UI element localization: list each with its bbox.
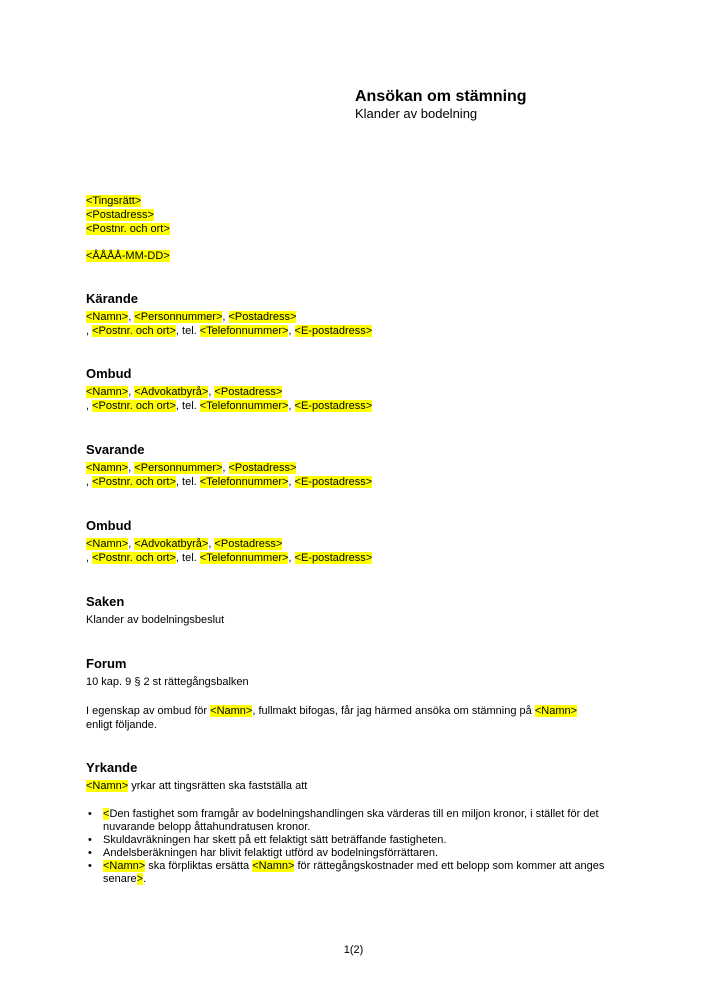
document-header bbox=[355, 87, 527, 121]
section-ombud-svarande: Ombud <Namn>, <Advokatbyrå>, <Postadress> , <Postnr. och ort>, tel. <Telefonnummer>, <E-postadress> bbox=[86, 518, 373, 564]
claim-text: ska förpliktas ersätta bbox=[145, 860, 253, 872]
intro-text: enligt följande. bbox=[86, 719, 157, 731]
name-field[interactable]: <Namn> bbox=[86, 386, 129, 398]
phone-field[interactable]: <Telefonnummer> bbox=[199, 476, 289, 488]
name-field[interactable]: <Namn> bbox=[86, 780, 129, 792]
bullet-icon: • bbox=[88, 808, 92, 820]
list-item bbox=[86, 860, 646, 886]
name-field[interactable]: <Namn> bbox=[103, 860, 146, 872]
address-field[interactable]: <Postadress> bbox=[214, 538, 283, 550]
postal-field[interactable]: <Postnr. och ort> bbox=[92, 476, 176, 488]
postal-field[interactable]: <Postnr. och ort> bbox=[92, 400, 176, 412]
name-field[interactable]: <Namn> bbox=[252, 860, 295, 872]
section-forum bbox=[86, 656, 249, 689]
claim-text: Skuldavräkningen har skett på ett felaktigt sätt beträffande fastigheten. bbox=[103, 834, 447, 846]
section-svarande: Svarande <Namn>, <Personnummer>, <Postadress> , <Postnr. och ort>, tel. <Telefonnummer>, <E-postadress> bbox=[86, 442, 373, 488]
email-field[interactable]: <E-postadress> bbox=[294, 552, 373, 564]
personal-number-field[interactable]: <Personnummer> bbox=[134, 462, 223, 474]
recipient-address bbox=[86, 194, 170, 236]
email-field[interactable]: <E-postadress> bbox=[294, 400, 373, 412]
claim-text: för rättegångskostnader med ett belopp som kommer att anges senare bbox=[103, 860, 605, 885]
law-firm-field[interactable]: <Advokatbyrå> bbox=[134, 386, 209, 398]
bullet-icon: • bbox=[88, 860, 92, 872]
address-field[interactable]: <Postadress> bbox=[214, 386, 283, 398]
saken-text: Klander av bodelningsbeslut bbox=[86, 614, 225, 626]
phone-field[interactable]: <Telefonnummer> bbox=[199, 325, 289, 337]
section-heading: Forum bbox=[86, 656, 127, 671]
court-address-field[interactable]: <Postadress> bbox=[86, 209, 154, 221]
page-number: 1(2) bbox=[343, 944, 364, 956]
court-postal-field[interactable]: <Postnr. och ort> bbox=[86, 223, 170, 235]
claims-list bbox=[86, 808, 646, 886]
claim-text: Den fastighet som framgår av bodelningshandlingen ska värderas till en miljon kronor, i stället för det nuvarande belopp åttahundratusen kronor. bbox=[103, 808, 599, 833]
intro-text: , fullmakt bifogas, får jag härmed ansöka om stämning på bbox=[252, 705, 535, 717]
address-field[interactable]: <Postadress> bbox=[228, 311, 297, 323]
claim-text: . bbox=[143, 873, 147, 885]
email-field[interactable]: <E-postadress> bbox=[294, 325, 373, 337]
section-heading: Kärande bbox=[86, 291, 139, 306]
list-item bbox=[86, 808, 646, 834]
postal-field[interactable]: <Postnr. och ort> bbox=[92, 552, 176, 564]
forum-text: 10 kap. 9 § 2 st rättegångsbalken bbox=[86, 676, 249, 688]
bullet-icon: • bbox=[88, 834, 92, 846]
section-karande: Kärande <Namn>, <Personnummer>, <Postadress> , <Postnr. och ort>, tel. <Telefonnummer>, <E-postadress> bbox=[86, 291, 373, 337]
date-field[interactable]: <ÅÅÅÅ-MM-DD> bbox=[86, 250, 170, 262]
list-item bbox=[86, 834, 646, 847]
section-heading: Ombud bbox=[86, 518, 132, 533]
name-field[interactable]: <Namn> bbox=[86, 311, 129, 323]
section-yrkande bbox=[86, 760, 307, 793]
personal-number-field[interactable]: <Personnummer> bbox=[134, 311, 223, 323]
postal-field[interactable]: <Postnr. och ort> bbox=[92, 325, 176, 337]
placeholder-bracket[interactable]: < bbox=[103, 808, 110, 820]
date-line bbox=[86, 249, 170, 263]
section-heading: Ombud bbox=[86, 366, 132, 381]
name-field[interactable]: <Namn> bbox=[534, 705, 578, 717]
name-field[interactable]: <Namn> bbox=[86, 538, 129, 550]
section-ombud-karande: Ombud <Namn>, <Advokatbyrå>, <Postadress> , <Postnr. och ort>, tel. <Telefonnummer>, <E-postadress> bbox=[86, 366, 373, 412]
intro-text: I egenskap av ombud för bbox=[86, 705, 211, 717]
bullet-icon: • bbox=[88, 847, 92, 859]
section-heading: Yrkande bbox=[86, 760, 138, 775]
document-title: Ansökan om stämning bbox=[355, 88, 527, 105]
section-heading: Saken bbox=[86, 594, 125, 609]
section-heading: Svarande bbox=[86, 442, 145, 457]
address-field[interactable]: <Postadress> bbox=[228, 462, 297, 474]
law-firm-field[interactable]: <Advokatbyrå> bbox=[134, 538, 209, 550]
email-field[interactable]: <E-postadress> bbox=[294, 476, 373, 488]
tel-label: , tel. bbox=[175, 476, 200, 488]
claim-text: Andelsberäkningen har blivit felaktigt utförd av bodelningsförrättaren. bbox=[103, 847, 439, 859]
tel-label: , tel. bbox=[175, 325, 200, 337]
list-item bbox=[86, 847, 646, 860]
tel-label: , tel. bbox=[175, 400, 200, 412]
court-field[interactable]: <Tingsrätt> bbox=[86, 195, 142, 207]
phone-field[interactable]: <Telefonnummer> bbox=[199, 400, 289, 412]
placeholder-bracket[interactable]: > bbox=[136, 873, 144, 885]
name-field[interactable]: <Namn> bbox=[86, 462, 129, 474]
phone-field[interactable]: <Telefonnummer> bbox=[199, 552, 289, 564]
name-field[interactable]: <Namn> bbox=[210, 705, 253, 717]
yrkande-text: yrkar att tingsrätten ska fastställa att bbox=[128, 780, 308, 792]
section-saken bbox=[86, 594, 224, 627]
document-subtitle: Klander av bodelning bbox=[355, 106, 478, 121]
tel-label: , tel. bbox=[175, 552, 200, 564]
intro-paragraph bbox=[86, 704, 646, 732]
